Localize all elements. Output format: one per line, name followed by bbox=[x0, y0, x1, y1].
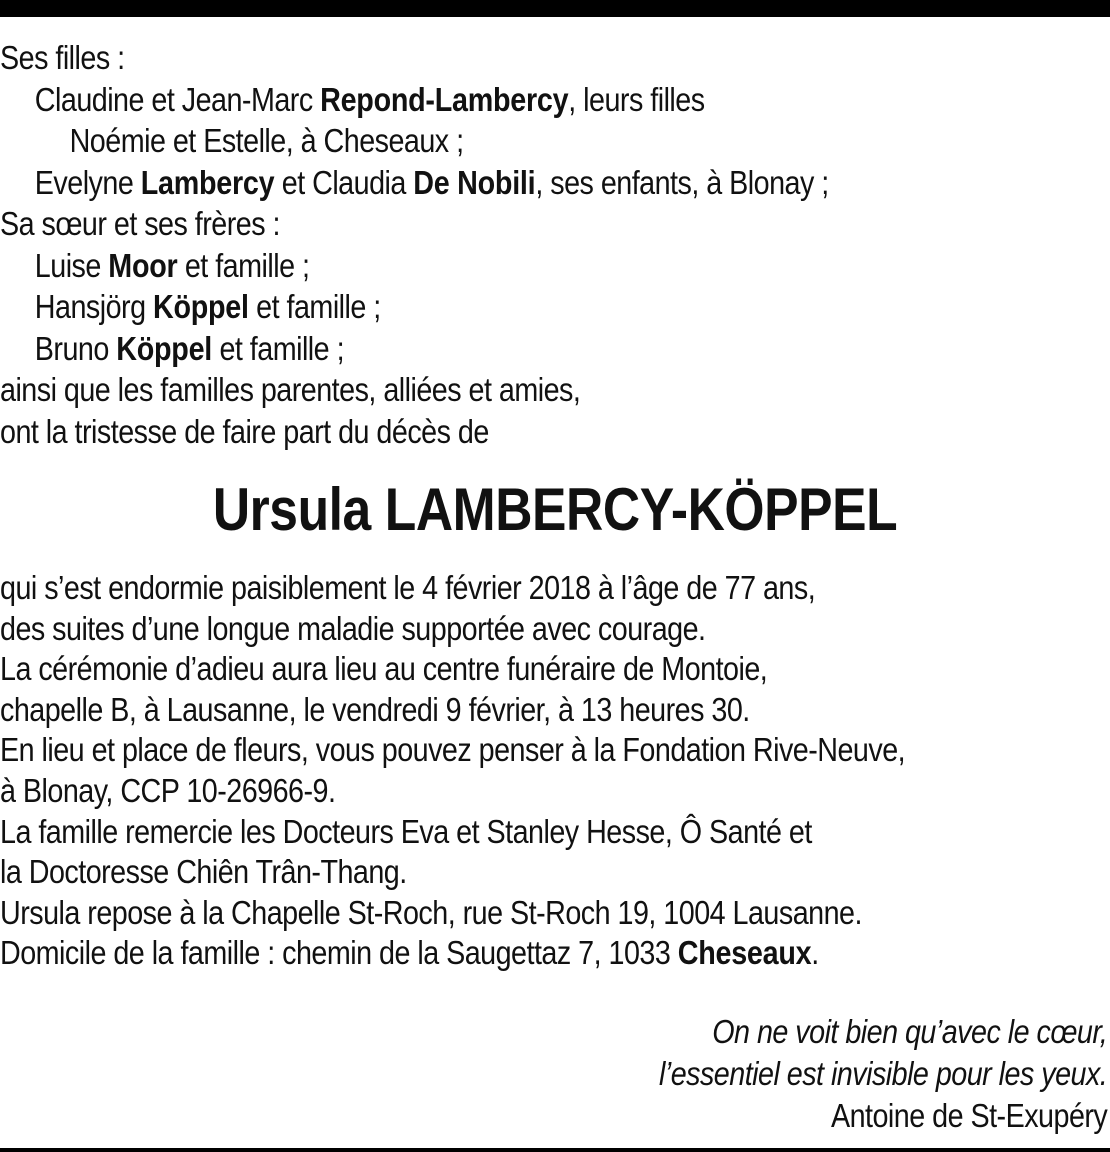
quote-block bbox=[592, 1011, 1107, 1137]
obituary-notice bbox=[0, 37, 1110, 974]
daughters-label: Ses filles : bbox=[0, 39, 125, 76]
domicile-prefix: Domicile de la famille : chemin de la Saugettaz 7, 1033 bbox=[0, 934, 678, 972]
domicile-line bbox=[0, 933, 966, 974]
sibling-item bbox=[0, 286, 966, 328]
daughter-2-partner-surname: De Nobili bbox=[413, 163, 536, 201]
notice-body bbox=[0, 568, 1110, 974]
sibling-first-name: Luise bbox=[34, 246, 109, 284]
body-line: La famille remercie les Docteurs Eva et Stanley Hesse, Ô Santé et bbox=[0, 812, 812, 850]
daughter-2 bbox=[0, 162, 966, 204]
sibling-surname: Moor bbox=[108, 246, 178, 284]
siblings-label: Sa sœur et ses frères : bbox=[0, 205, 280, 242]
body-line: Ursula repose à la Chapelle St-Roch, rue St-Roch 19, 1004 Lausanne. bbox=[0, 893, 862, 931]
quote-line-1: On ne voit bien qu’avec le cœur, bbox=[711, 1013, 1107, 1050]
domicile-suffix: . bbox=[811, 934, 819, 972]
bottom-rule bbox=[0, 1148, 1110, 1152]
families-line: ainsi que les familles parentes, alliées et amies, bbox=[0, 371, 581, 408]
sibling-item bbox=[0, 328, 966, 370]
daughter-1-surname: Repond-Lambercy bbox=[320, 80, 569, 118]
daughter-1 bbox=[0, 79, 966, 121]
body-line: la Doctoresse Chiên Trân-Thang. bbox=[0, 853, 407, 891]
body-line: qui s’est endormie paisiblement le 4 février 2018 à l’âge de 77 ans, bbox=[0, 569, 816, 606]
sibling-item bbox=[0, 245, 966, 287]
sibling-suffix: et famille ; bbox=[177, 246, 310, 284]
body-line: à Blonay, CCP 10-26966-9. bbox=[0, 771, 336, 809]
daughter-2-suffix: , ses enfants, à Blonay ; bbox=[535, 163, 829, 201]
quote-author: Antoine de St-Exupéry bbox=[830, 1097, 1107, 1134]
daughter-2-middle: et Claudia bbox=[274, 163, 414, 201]
daughter-1-suffix: , leurs filles bbox=[568, 80, 705, 118]
sibling-first-name: Bruno bbox=[34, 329, 117, 367]
announcement-line: ont la tristesse de faire part du décès de bbox=[0, 412, 489, 450]
daughter-2-surname: Lambercy bbox=[140, 163, 275, 201]
sibling-surname: Köppel bbox=[152, 288, 249, 325]
body-line: En lieu et place de fleurs, vous pouvez penser à la Fondation Rive-Neuve, bbox=[0, 731, 906, 769]
body-line: des suites d’une longue maladie supportée avec courage. bbox=[0, 609, 706, 647]
daughter-1-children: Noémie et Estelle, à Cheseaux ; bbox=[69, 122, 464, 159]
deceased-name: Ursula LAMBERCY-KÖPPEL bbox=[212, 476, 898, 543]
daughter-1-prefix: Claudine et Jean-Marc bbox=[34, 80, 321, 118]
sibling-surname: Köppel bbox=[116, 329, 212, 367]
body-line: chapelle B, à Lausanne, le vendredi 9 février, à 13 heures 30. bbox=[0, 690, 750, 728]
domicile-town: Cheseaux bbox=[677, 934, 812, 972]
sibling-suffix: et famille ; bbox=[211, 329, 345, 367]
sibling-suffix: et famille ; bbox=[248, 288, 381, 325]
body-line: La cérémonie d’adieu aura lieu au centre funéraire de Montoie, bbox=[0, 650, 768, 688]
quote-line-2: l’essentiel est invisible pour les yeux. bbox=[658, 1055, 1107, 1092]
daughter-2-prefix: Evelyne bbox=[34, 163, 141, 201]
top-rule bbox=[0, 0, 1110, 17]
sibling-first-name: Hansjörg bbox=[34, 288, 153, 325]
